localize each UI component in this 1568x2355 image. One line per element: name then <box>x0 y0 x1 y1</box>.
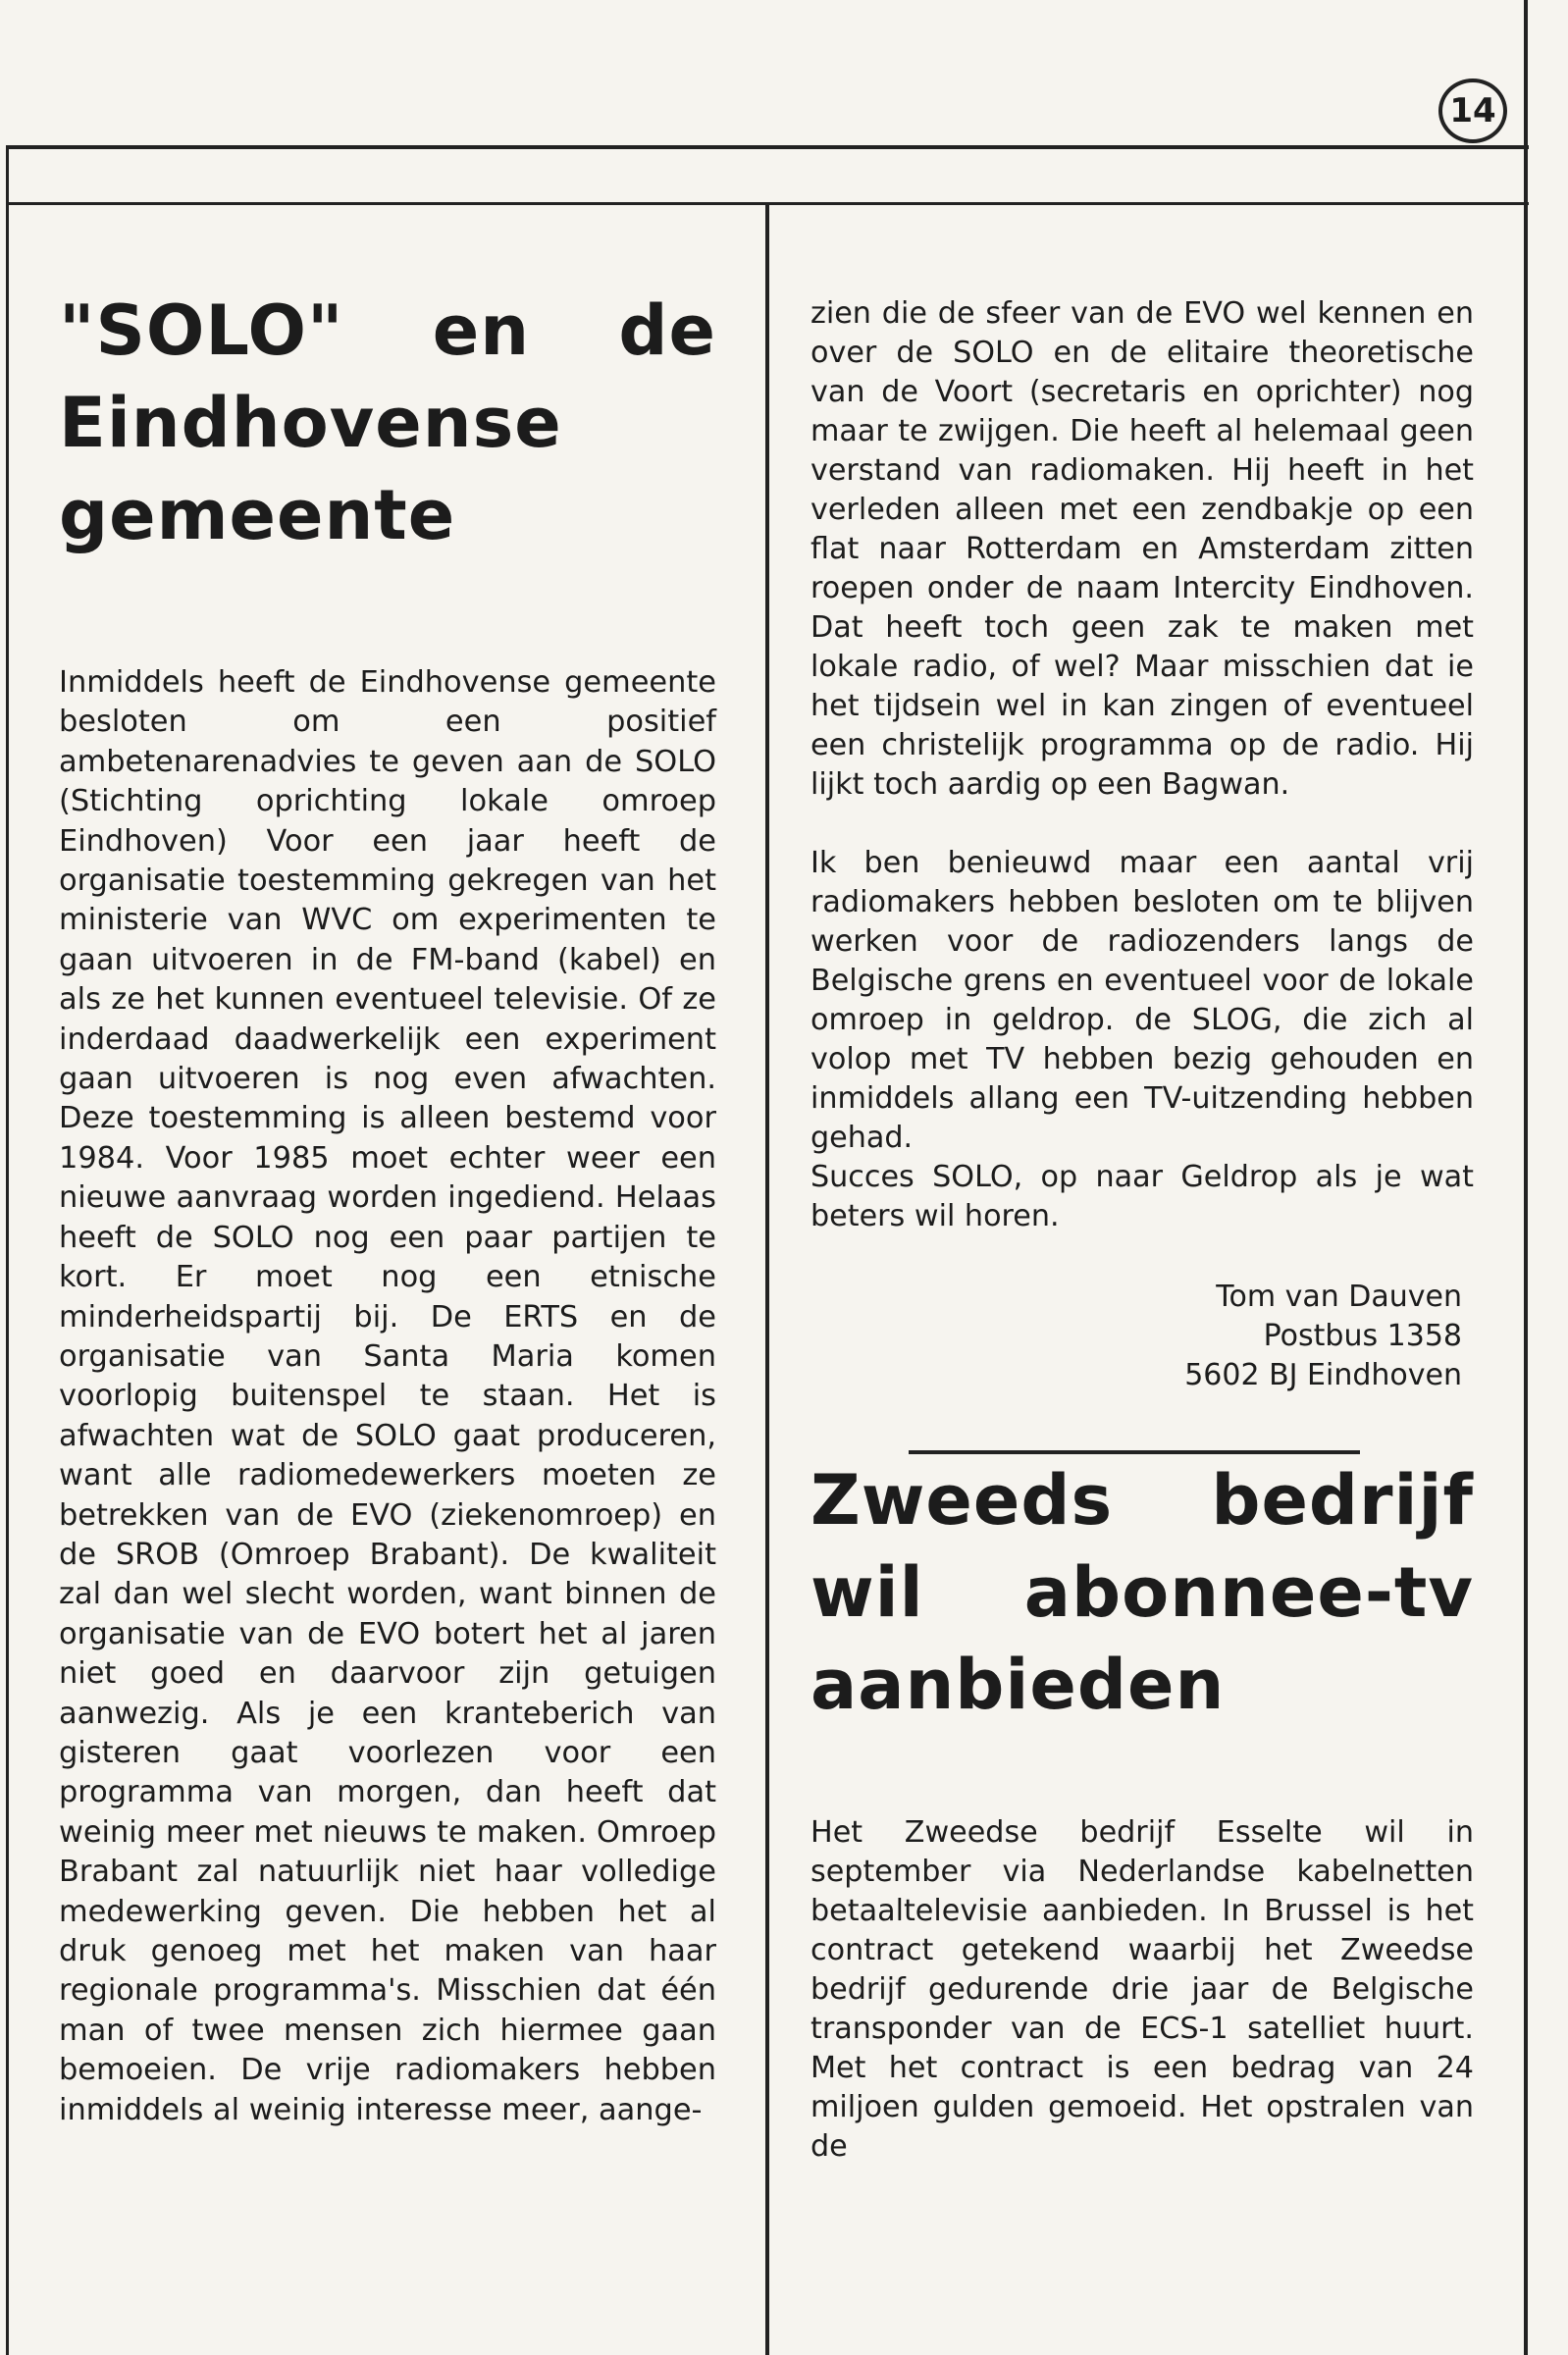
signature-name: Tom van Dauven <box>1216 1280 1462 1314</box>
article1-title: "SOLO" en de Eindhovense gemeente <box>59 290 716 555</box>
article1-signature <box>810 1278 1474 1395</box>
article1-paragraph-continued: zien die de sfeer van de EVO wel kennen en over de SOLO en de elitaire theoretische van de Voort (secretaris en oprichter) nog maar te zwijgen. Die heeft al helemaal geen verstand van radiomaken. Hij heeft in het verleden alleen met een zendbakje op een flat naar Rotterdam en Amsterdam zitten roepen onder de naam Intercity Eindhoven. Dat heeft toch geen zak te maken met lokale radio, of wel? Maar misschien dat ie het tijdsein wel in kan zingen of eventueel een christelijk programma op de radio. Hij lijkt toch aardig op een Bagwan. <box>810 296 1474 802</box>
article1-paragraph-left: Inmiddels heeft de Eindhovense gemeente besloten om een positief ambetenarenadvies te geven aan de SOLO (Stichting oprichting lokale omroep Eindhoven) Voor een jaar heeft de organisatie toestemming gekregen van het ministerie van WVC om experimenten te gaan uitvoeren in de FM-band (kabel) en als ze het kunnen eventueel televisie. Of ze inderdaad daadwerkelijk een experiment gaan uitvoeren is nog even afwachten. Deze toestemming is alleen bestemd voor 1984. Voor 1985 moet echter weer een nieuwe aanvraag worden ingediend. Helaas heeft de SOLO nog een paar partijen te kort. Er moet nog een etnische minderheidspartij bij. De ERTS en de organisatie van Santa Maria komen voorlopig buitenspel te staan. Het is afwachten wat de SOLO gaat produceren, want alle radiomedewerkers moeten ze betrekken van de EVO (ziekenomroep) en de SROB (Omroep Brabant). De kwaliteit zal dan wel slecht worden, want binnen de organisatie van de EVO botert het al jaren niet goed en daarvoor zijn getuigen aanwezig. Als je een kranteberich van gisteren gaat voorlezen voor een programma van morgen, dan heeft dat weinig meer met nieuws te maken. Omroep Brabant zal natuurlijk niet haar volledige medewerking geven. Die hebben het al druk genoeg met het maken van haar regionale programma's. Misschien dat één man of twee mensen zich hiermee gaan bemoeien. De vrije radiomakers hebben inmiddels al weinig interesse meer, aange- <box>59 665 716 2127</box>
header-rule-top <box>6 145 1529 149</box>
column-divider <box>765 205 769 2355</box>
article1-paragraph: Ik ben benieuwd maar een aantal vrij radiomakers hebben besloten om te blijven werken voor de radiozenders langs de Belgische grens en eventueel voor de lokale omroep in geldrop. de SLOG, die zich al volop met TV hebben bezig gehouden en inmiddels allang een TV-uitzending hebben gehad. <box>810 846 1474 1155</box>
article1-paragraph-closing: Succes SOLO, op naar Geldrop als je wat beters wil horen. <box>810 1160 1474 1233</box>
left-column <box>59 285 716 2130</box>
article2-paragraph: Het Zweedse bedrijf Esselte wil in september via Nederlandse kabelnetten betaaltelevisie aanbieden. In Brussel is het contract getekend waarbij het Zweedse bedrijf gedurende drie jaar de Belgische transponder van de ECS-1 satelliet huurt. Met het contract is een bedrag van 24 miljoen gulden gemoeid. Het opstralen van de <box>810 1815 1474 2164</box>
article2-title: Zweeds bedrijf wil abonnee-tv aanbieden <box>810 1460 1474 1725</box>
page-number: 14 <box>1438 78 1507 143</box>
signature-address: Postbus 1358 <box>1263 1319 1462 1353</box>
right-column <box>810 294 1474 2167</box>
frame-right-border <box>1524 0 1528 2355</box>
signature-city: 5602 BJ Eindhoven <box>1184 1358 1462 1392</box>
frame-left-border <box>6 145 9 2355</box>
